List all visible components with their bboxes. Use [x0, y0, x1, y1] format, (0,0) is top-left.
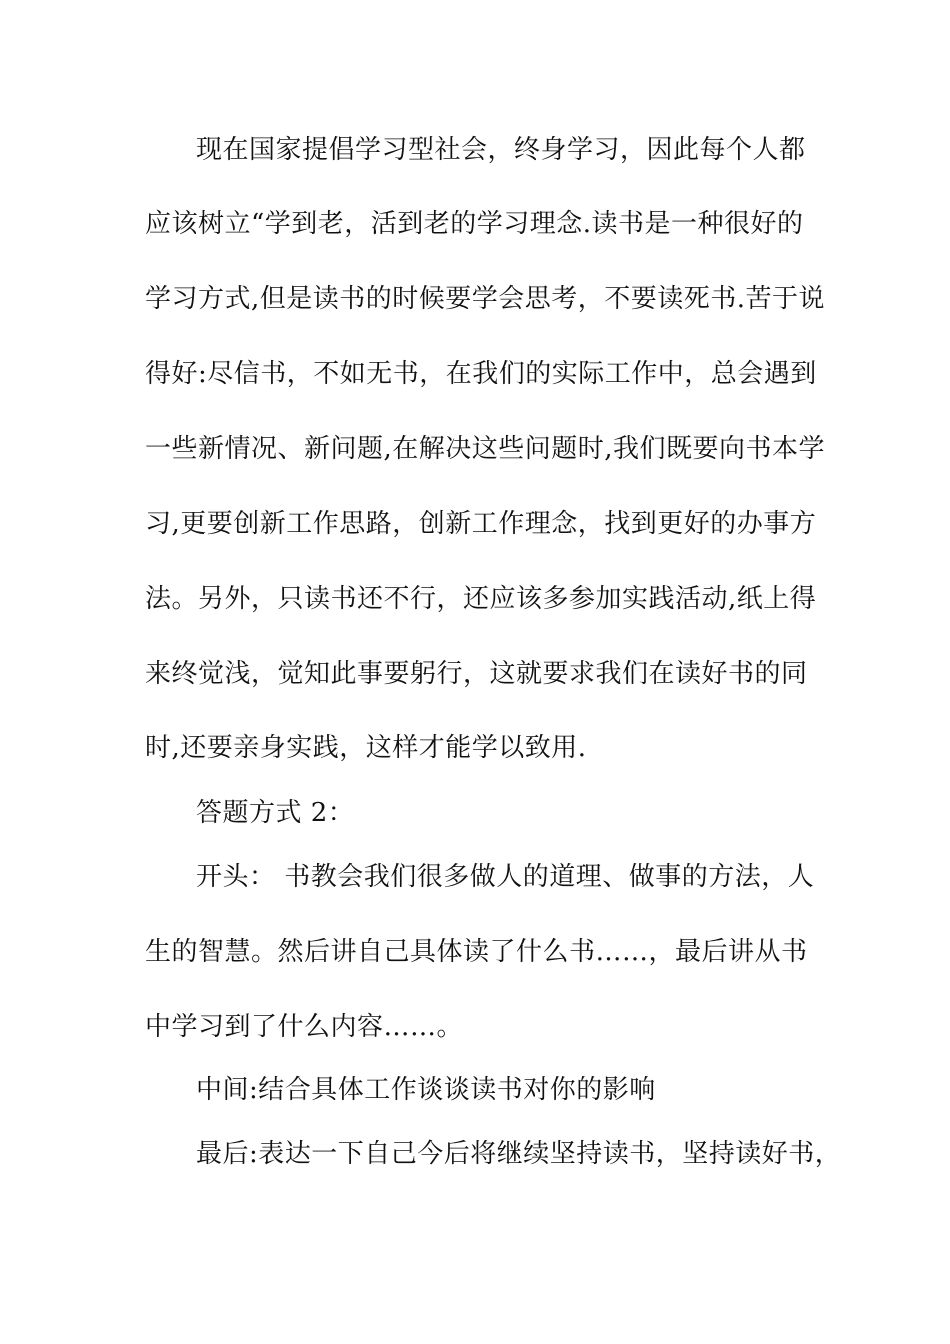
- paragraph-line-2: 应该树立“学到老，活到老的学习理念.读书是一种很好的: [145, 209, 804, 239]
- opening-line-2: 生的智慧。然后讲自己具体读了什么书……，最后讲从书: [145, 937, 808, 967]
- paragraph-line-3: 学习方式,但是读书的时候要学会思考，不要读死书.苦于说: [145, 284, 826, 314]
- section-heading-answer-method-2: 答题方式 2：: [196, 798, 355, 828]
- ending-line: 最后:表达一下自己今后将继续坚持读书，坚持读好书，: [196, 1139, 842, 1169]
- paragraph-line-1: 现在国家提倡学习型社会，终身学习，因此每个人都: [196, 135, 806, 165]
- paragraph-line-4: 得好:尽信书，不如无书，在我们的实际工作中，总会遇到: [145, 359, 817, 389]
- paragraph-line-5: 一些新情况、新问题,在解决这些问题时,我们既要向书本学: [145, 434, 826, 464]
- opening-line-3: 中学习到了什么内容……。: [145, 1012, 464, 1042]
- paragraph-line-7: 法。另外，只读书还不行，还应该多参加实践活动,纸上得: [145, 584, 817, 614]
- paragraph-line-8: 来终觉浅，觉知此事要躬行，这就要求我们在读好书的同: [145, 659, 808, 689]
- paragraph-line-9: 时,还要亲身实践，这样才能学以致用.: [145, 733, 587, 763]
- opening-line-1: 开头： 书教会我们很多做人的道理、做事的方法，人: [196, 862, 815, 892]
- middle-line: 中间:结合具体工作谈谈读书对你的影响: [196, 1075, 656, 1105]
- paragraph-line-6: 习,更要创新工作思路，创新工作理念，找到更好的办事方: [145, 509, 817, 539]
